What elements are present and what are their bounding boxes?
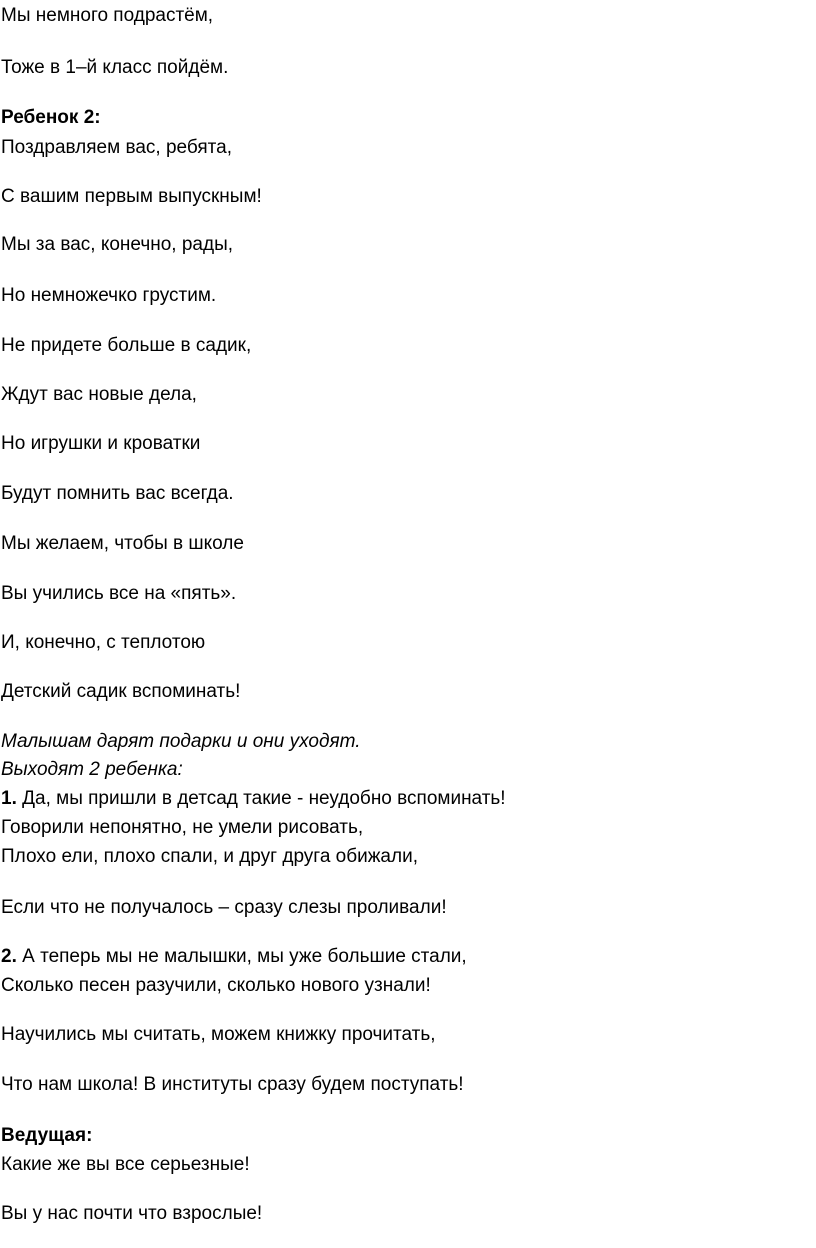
- text-line: Говорили непонятно, не умели рисовать,: [1, 817, 364, 838]
- text-line: Что нам школа! В институты сразу будем поступать!: [1, 1074, 464, 1095]
- text-line: Мы желаем, чтобы в школе: [1, 533, 244, 554]
- text-line: Какие же вы все серьезные!: [1, 1154, 250, 1175]
- line-number: 1.: [1, 788, 17, 809]
- text-line: Вы учились все на «пять».: [1, 583, 237, 604]
- text-line: Детский садик вспоминать!: [1, 681, 241, 702]
- text-line: Но игрушки и кроватки: [1, 433, 201, 454]
- speaker-heading: Ребенок 2:: [1, 107, 101, 128]
- line-number: 2.: [1, 946, 17, 967]
- text-line: Плохо ели, плохо спали, и друг друга обижали,: [1, 846, 418, 867]
- numbered-line: [1, 787, 506, 811]
- text-line: Вы у нас почти что взрослые!: [1, 1203, 263, 1224]
- text-line: Мы немного подрастём,: [1, 5, 214, 26]
- text-line: Сколько песен разучили, сколько нового узнали!: [1, 975, 431, 996]
- numbered-line: [1, 945, 467, 969]
- text-line: Но немножечко грустим.: [1, 285, 217, 306]
- text-line: И, конечно, с теплотою: [1, 632, 206, 653]
- line-text: А теперь мы не малышки, мы уже большие стали,: [16, 946, 467, 967]
- speaker-heading: Ведущая:: [1, 1125, 93, 1146]
- text-line: Поздравляем вас, ребята,: [1, 137, 232, 158]
- text-line: Тоже в 1–й класс пойдём.: [1, 57, 229, 78]
- text-line: Будут помнить вас всегда.: [1, 483, 234, 504]
- text-line: Мы за вас, конечно, рады,: [1, 234, 234, 255]
- text-line: Если что не получалось – сразу слезы проливали!: [1, 897, 447, 918]
- text-line: Ждут вас новые дела,: [1, 384, 197, 405]
- text-line: Научились мы считать, можем книжку прочитать,: [1, 1024, 436, 1045]
- line-text: Да, мы пришли в детсад такие - неудобно вспоминать!: [16, 788, 506, 809]
- stage-direction: Малышам дарят подарки и они уходят.: [1, 731, 361, 752]
- text-line: Не придете больше в садик,: [1, 335, 252, 356]
- stage-direction: Выходят 2 ребенка:: [1, 759, 183, 780]
- text-line: С вашим первым выпускным!: [1, 186, 262, 207]
